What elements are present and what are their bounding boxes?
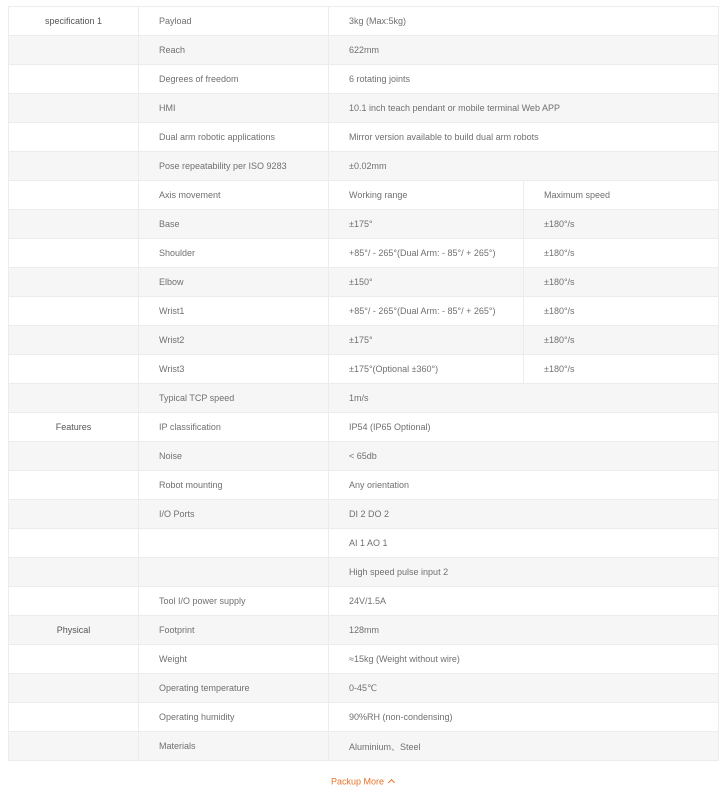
table-row (9, 65, 719, 94)
row-value: ±175° (329, 210, 524, 239)
row-label: Elbow (139, 268, 329, 297)
row-category: specification 1 (9, 7, 139, 36)
row-value: 3kg (Max:5kg) (329, 7, 719, 36)
row-category (9, 703, 139, 732)
row-category (9, 210, 139, 239)
table-row (9, 500, 719, 529)
table-row (9, 326, 719, 355)
row-label: Reach (139, 36, 329, 65)
row-value: 622mm (329, 36, 719, 65)
row-value: DI 2 DO 2 (329, 500, 719, 529)
row-value: 0-45℃ (329, 674, 719, 703)
table-row (9, 384, 719, 413)
row-value-secondary: ±180°/s (524, 268, 719, 297)
row-label: Axis movement (139, 181, 329, 210)
row-value-secondary: ±180°/s (524, 326, 719, 355)
row-category (9, 500, 139, 529)
row-label: Wrist1 (139, 297, 329, 326)
row-category (9, 65, 139, 94)
row-label: Typical TCP speed (139, 384, 329, 413)
row-category (9, 94, 139, 123)
row-label: Materials (139, 732, 329, 761)
table-row (9, 732, 719, 761)
table-row (9, 442, 719, 471)
table-row (9, 587, 719, 616)
row-value: ±175°(Optional ±360°) (329, 355, 524, 384)
row-category: Features (9, 413, 139, 442)
row-value: Working range (329, 181, 524, 210)
row-category (9, 355, 139, 384)
row-category (9, 471, 139, 500)
table-row (9, 297, 719, 326)
table-row (9, 616, 719, 645)
table-row (9, 210, 719, 239)
row-category (9, 587, 139, 616)
row-value-secondary: ±180°/s (524, 355, 719, 384)
row-label: I/O Ports (139, 500, 329, 529)
row-value: ±150° (329, 268, 524, 297)
row-label: Wrist3 (139, 355, 329, 384)
row-value-secondary: ±180°/s (524, 239, 719, 268)
row-category (9, 674, 139, 703)
table-row (9, 36, 719, 65)
table-row (9, 529, 719, 558)
row-category (9, 123, 139, 152)
row-value: +85°/ - 265°(Dual Arm: - 85°/ + 265°) (329, 297, 524, 326)
packup-more-link[interactable] (0, 776, 725, 787)
row-value: ±0.02mm (329, 152, 719, 181)
row-category (9, 181, 139, 210)
table-row (9, 674, 719, 703)
row-category (9, 645, 139, 674)
row-label: Shoulder (139, 239, 329, 268)
table-row (9, 645, 719, 674)
row-label: Noise (139, 442, 329, 471)
table-row (9, 181, 719, 210)
table-row (9, 123, 719, 152)
row-value: 6 rotating joints (329, 65, 719, 94)
row-label: Wrist2 (139, 326, 329, 355)
table-row (9, 152, 719, 181)
row-category (9, 268, 139, 297)
row-label: HMI (139, 94, 329, 123)
row-value: < 65db (329, 442, 719, 471)
row-value: AI 1 AO 1 (329, 529, 719, 558)
row-category (9, 384, 139, 413)
row-category (9, 529, 139, 558)
row-label: Operating temperature (139, 674, 329, 703)
row-value-secondary: Maximum speed (524, 181, 719, 210)
table-row (9, 268, 719, 297)
row-value-secondary: ±180°/s (524, 210, 719, 239)
table-row (9, 471, 719, 500)
row-value: 90%RH (non-condensing) (329, 703, 719, 732)
table-row (9, 7, 719, 36)
row-value: +85°/ - 265°(Dual Arm: - 85°/ + 265°) (329, 239, 524, 268)
row-value: Aluminium、Steel (329, 732, 719, 761)
row-label: Payload (139, 7, 329, 36)
row-label: Tool I/O power supply (139, 587, 329, 616)
row-label: Weight (139, 645, 329, 674)
row-label: Base (139, 210, 329, 239)
table-row (9, 94, 719, 123)
row-label: Degrees of freedom (139, 65, 329, 94)
row-category (9, 152, 139, 181)
row-label (139, 529, 329, 558)
row-category (9, 297, 139, 326)
row-label: Pose repeatability per ISO 9283 (139, 152, 329, 181)
table-row (9, 413, 719, 442)
row-value: 10.1 inch teach pendant or mobile terminal Web APP (329, 94, 719, 123)
row-value: 1m/s (329, 384, 719, 413)
table-row (9, 239, 719, 268)
row-value: 128mm (329, 616, 719, 645)
chevron-up-icon (388, 779, 395, 786)
row-category (9, 239, 139, 268)
row-label: IP classification (139, 413, 329, 442)
row-value: Mirror version available to build dual arm robots (329, 123, 719, 152)
row-category (9, 442, 139, 471)
row-category (9, 36, 139, 65)
row-category (9, 732, 139, 761)
row-value: High speed pulse input 2 (329, 558, 719, 587)
table-row (9, 558, 719, 587)
table-row (9, 703, 719, 732)
row-category (9, 558, 139, 587)
row-value: 24V/1.5A (329, 587, 719, 616)
packup-more-label: Packup More (330, 776, 385, 787)
row-label: Dual arm robotic applications (139, 123, 329, 152)
row-value-secondary: ±180°/s (524, 297, 719, 326)
spec-table (8, 6, 719, 761)
row-label: Operating humidity (139, 703, 329, 732)
table-row (9, 355, 719, 384)
row-value: IP54 (IP65 Optional) (329, 413, 719, 442)
row-category: Physical (9, 616, 139, 645)
row-label: Footprint (139, 616, 329, 645)
row-value: ±175° (329, 326, 524, 355)
row-value: ≈15kg (Weight without wire) (329, 645, 719, 674)
row-label: Robot mounting (139, 471, 329, 500)
row-value: Any orientation (329, 471, 719, 500)
row-label (139, 558, 329, 587)
row-category (9, 326, 139, 355)
